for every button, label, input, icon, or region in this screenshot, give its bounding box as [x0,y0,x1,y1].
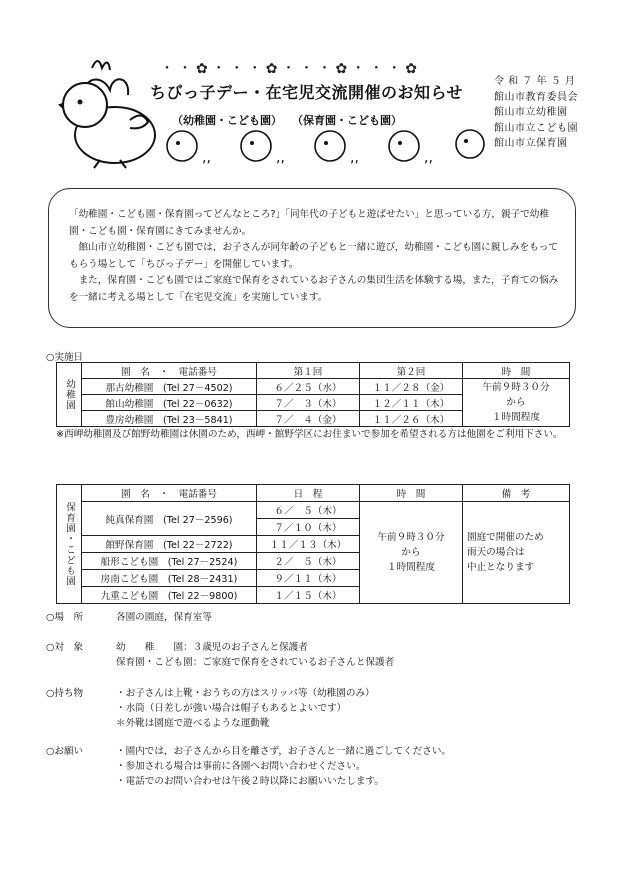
remarks-cell [463,502,570,604]
issuer-line: 館山市立保育園 [494,138,568,149]
date-cell: １／１５（木） [257,587,360,604]
issuer-line: 館山市立幼稚園 [494,107,568,118]
date-cell: ７／１０（木） [257,519,360,536]
intro-paragraph: 館山市立幼稚園・こども園では，お子さんが同年齢の子どもと一緒に遊び，幼稚園・こども園に親しみをもってもらう場として「ちびっ子デー」を開催しています。 [69,242,558,270]
time-cell [463,379,570,427]
time-line: １時間程度 [492,412,540,423]
table-header: 第１回 [257,363,360,379]
request-line: ・園内では，お子さんから目を離さず，お子さんと一緒に過ごしてください。 [116,746,452,757]
closure-note: ※西岬幼稚園及び館野幼稚園は休園のため，西岬・館野学区にお住まいで参加を希望される方は他園をご利用下さい。 [56,429,563,440]
request-line: ・参加される場合は事前に各園へお問い合わせください。 [116,761,366,772]
target-label: ○対 象 [46,642,84,653]
decor-dots: ・・✿・・・✿・・・✿・・・✿ [160,61,421,77]
time-line: 午前９時３０分 [377,532,445,543]
school-name: 那古幼稚園 (Tel 27－4502) [82,379,257,395]
table-header: 第２回 [360,363,463,379]
kindergarten-table [56,362,570,427]
date-second: １１／２８（金） [360,379,463,395]
remark-line: 園庭で開催のため [467,532,544,543]
table-header: 日 程 [257,485,360,502]
school-name: 九重こども園 (Tel 22－9800) [82,587,257,604]
chicken-illustration [30,50,160,170]
date-first: ７／ ４（金） [257,411,360,427]
date-cell: ９／１１（木） [257,570,360,587]
intro-paragraph: 「幼稚園・こども園・保育園ってどんなところ?」「同年代の子どもと遊ばせたい」と思っている方，親子で幼稚園・こども園・保育園にきてみませんか。 [69,209,549,237]
time-line: から [401,547,421,558]
time-line: から [506,397,526,408]
svg-text:,,: ,, [276,150,285,166]
school-name: 館山幼稚園 (Tel 22－0632) [82,395,257,411]
table-header: 備 考 [463,485,570,502]
target-line: 保育園・こども園：ご家庭で保育をされているお子さんと保護者 [116,657,395,668]
chicks-illustration [160,124,490,168]
school-name: 豊房幼稚園 (Tel 23－5841) [82,411,257,427]
table-header: 時 間 [463,363,570,379]
issuer-line: 館山市立こども園 [494,122,578,134]
remark-line: 中止となります [467,562,535,573]
requests-label: ○お願い [46,746,84,757]
belongings-label: ○持ち物 [46,688,84,699]
date-second: １１／２６（木） [360,411,463,427]
schedule-label: ○実施日 [46,352,84,363]
table-header: 時 間 [360,485,463,502]
issuer-block [494,74,578,152]
date-second: １２／１１（木） [360,395,463,411]
place-section [46,610,212,625]
table-row [57,502,570,519]
table-row [57,379,570,395]
date-first: ７／ ３（木） [257,395,360,411]
time-cell [360,502,463,604]
school-name: 館野保育園 (Tel 22－2722) [82,536,257,553]
belongings-section [46,686,375,731]
date-cell: ２／ ５（木） [257,553,360,570]
date-cell: １１／１３（木） [257,536,360,553]
school-name: 純真保育園 (Tel 27－2596) [82,502,257,536]
place-label: ○場 所 [46,612,84,623]
svg-text:,,: ,, [424,150,433,166]
intro-box [48,188,576,328]
table-header: 園 名 ・ 電話番号 [82,363,257,379]
page-title: ちびっ子デー・在宅児交流開催のお知らせ [150,83,464,102]
time-line: 午前９時３０分 [482,382,550,393]
request-line: ・電話でのお問い合わせは午後２時以降にお願いいたします。 [116,776,384,787]
remark-line: 雨天の場合は [467,547,525,558]
intro-paragraph: また，保育園・こども園ではご家庭で保育をされているお子さんの集団生活を体験する場，また，子育ての悩みを一緒に考える場として「在宅児交流」を実施しています。 [69,275,559,303]
belongings-line: ・お子さんは上靴・おうちの方はスリッパ等（幼稚園のみ） [116,688,375,699]
target-line: 幼 稚 園：３歳児のお子さんと保護者 [116,642,308,653]
svg-text:,,: ,, [350,150,359,166]
svg-text:,,: ,, [202,150,211,166]
belongings-line: ＊外靴は園庭で遊べるような運動靴 [116,718,270,729]
requests-section [46,744,451,789]
subtitle-kindergarten: （幼稚園・こども園） [172,114,282,127]
issue-date: 令 和 ７ 年 ５ 月 [494,76,576,87]
school-name: 房南こども園 (Tel 28－2431) [82,570,257,587]
subtitle-nursery: （保育園・こども園） [292,114,402,127]
time-line: １時間程度 [387,562,435,573]
place-text: 各園の園庭，保育室等 [116,612,212,623]
belongings-line: ・水筒（日差しが強い場合は帽子もあるとよいです） [116,703,347,714]
school-name: 船形こども園 (Tel 27－2524) [82,553,257,570]
table-group-label: 幼稚園 [57,363,82,427]
date-cell: ６／ ５（木） [257,502,360,519]
nursery-table [56,484,570,604]
issuer-line: 館山市教育委員会 [494,91,578,103]
table-header: 園 名 ・ 電話番号 [82,485,257,502]
table-group-label: 保育園・こども園 [57,485,82,604]
target-section [46,640,394,670]
date-first: ６／２５（水） [257,379,360,395]
